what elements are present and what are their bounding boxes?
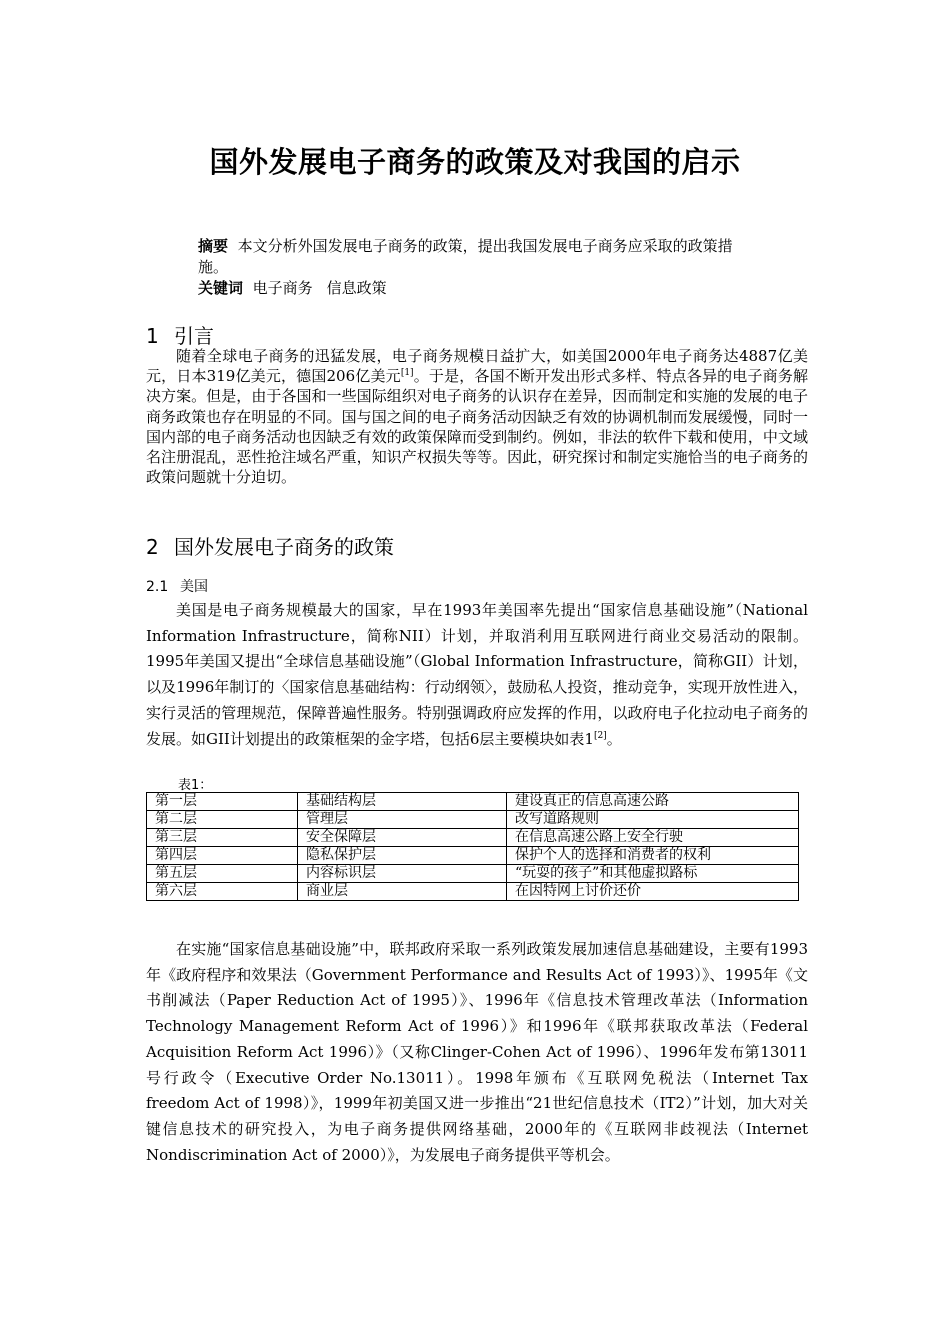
table-row [147, 793, 799, 811]
table-row [147, 847, 799, 865]
paragraph-text: 美国是电子商务规模最大的国家，早在1993年美国率先提出“国家信息基础设施”（National Information Infrastructure，简称NII）计划，并取消利用互联网进行商业交易活动的限制。1995年美国又提出“全球信息基础设施”（Global Information Infrastructure，简称GII）计划，以及1996年制订的〈国家信息基础结构：行动纲领〉，鼓励私人投资，推动竞争，实现开放性进入，实行灵活的管理规范，保障普遍性服务。特别强调政府应发挥的作用，以政府电子化拉动电子商务的发展。如GII计划提出的政策框架的金字塔，包括6层主要模块如表1 [146, 601, 808, 748]
section-number: 2 [146, 535, 159, 559]
section-heading [146, 320, 214, 349]
table-cell: 安全保障层 [298, 829, 507, 847]
subsection-heading [146, 576, 208, 596]
abstract-text: 本文分析外国发展电子商务的政策，提出我国发展电子商务应采取的政策措施。 [198, 237, 733, 276]
table-cell: 第二层 [147, 811, 298, 829]
table-cell: 改写道路规则 [507, 811, 799, 829]
section-number: 1 [146, 324, 159, 348]
section-title: 引言 [174, 324, 214, 348]
section-title: 国外发展电子商务的政策 [174, 535, 394, 559]
keyword: 电子商务 [252, 279, 313, 297]
table-cell: 第五层 [147, 865, 298, 883]
table-cell: 内容标识层 [298, 865, 507, 883]
table-row [147, 811, 799, 829]
paragraph-text: 。于是，各国不断开发出形式多样、特点各异的电子商务解决方案。但是，由于各国和一些国际组织对电子商务的认识存在差异，因而制定和实施的发展的电子商务政策也存在明显的不同。国与国之间的电子商务活动因缺乏有效的协调机制而发展缓慢，同时一国内部的电子商务活动也因缺乏有效的政策保障而受到制约。例如，非法的软件下载和使用，中文域名注册混乱，恶性抢注域名严重，知识产权损失等等。因此，研究探讨和制定实施恰当的电子商务的政策问题就十分迫切。 [146, 367, 808, 487]
document-title: 国外发展电子商务的政策及对我国的启示 [209, 145, 741, 179]
table-row [147, 829, 799, 847]
table-cell: 第一层 [147, 793, 298, 811]
body-paragraph [146, 346, 808, 487]
table-cell: 隐私保护层 [298, 847, 507, 865]
subsection-number: 2.1 [146, 579, 169, 595]
abstract [198, 236, 758, 278]
table-cell: 建设真正的信息高速公路 [507, 793, 799, 811]
table-row [147, 865, 799, 883]
table-caption: 表1： [178, 778, 213, 793]
body-paragraph: 在实施“国家信息基础设施”中，联邦政府采取一系列政策发展加速信息基础建设，主要有1993年《政府程序和效果法（Government Performance and Results Act of 1993）》、1995年《文书削减法（Paper Reduction Act of 1995）》、1996年《信息技术管理改革法（Information Technology Management Reform Act of 1996）》和1996年《联邦获取改革法（Federal Acquisition Reform Act 1996）》（又称Clinger-Cohen Act of 1996）、1996年发布第13011号行政令（Executive Order No.13011）。1998年颁布《互联网免税法（Internet Tax freedom Act of 1998）》，1999年初美国又进一步推出“21世纪信息技术（IT2）”计划，加大对关键信息技术的研究投入，为电子商务提供网络基础，2000年的《互联网非歧视法（Internet Nondiscrimination Act of 2000）》，为发展电子商务提供平等机会。 [146, 940, 808, 1164]
table-cell: 在因特网上讨价还价 [507, 883, 799, 901]
citation: [2] [593, 730, 607, 741]
table-cell: “玩耍的孩子”和其他虚拟路标 [507, 865, 799, 883]
policy-layer-table [146, 792, 799, 901]
table-cell: 第四层 [147, 847, 298, 865]
table-cell: 管理层 [298, 811, 507, 829]
keywords-label: 关键词 [198, 279, 244, 297]
section-heading [146, 531, 394, 560]
table-cell: 基础结构层 [298, 793, 507, 811]
abstract-label: 摘要 [198, 237, 229, 255]
table-row [147, 883, 799, 901]
table-cell: 保护个人的选择和消费者的权利 [507, 847, 799, 865]
citation: [1] [400, 368, 414, 379]
abstract-block [198, 236, 758, 299]
keyword: 信息政策 [326, 279, 387, 297]
body-paragraph [146, 598, 808, 752]
table-cell: 在信息高速公路上安全行驶 [507, 829, 799, 847]
keywords [198, 278, 758, 299]
table-cell: 第三层 [147, 829, 298, 847]
table-cell: 第六层 [147, 883, 298, 901]
paragraph-text: 随着全球电子商务的迅猛发展，电子商务规模日益扩大，如美国2000年电子商务达4887亿美元，日本319亿美元，德国206亿美元 [146, 347, 808, 386]
table-cell: 商业层 [298, 883, 507, 901]
subsection-title: 美国 [180, 579, 208, 595]
paragraph-text: 。 [606, 729, 622, 748]
